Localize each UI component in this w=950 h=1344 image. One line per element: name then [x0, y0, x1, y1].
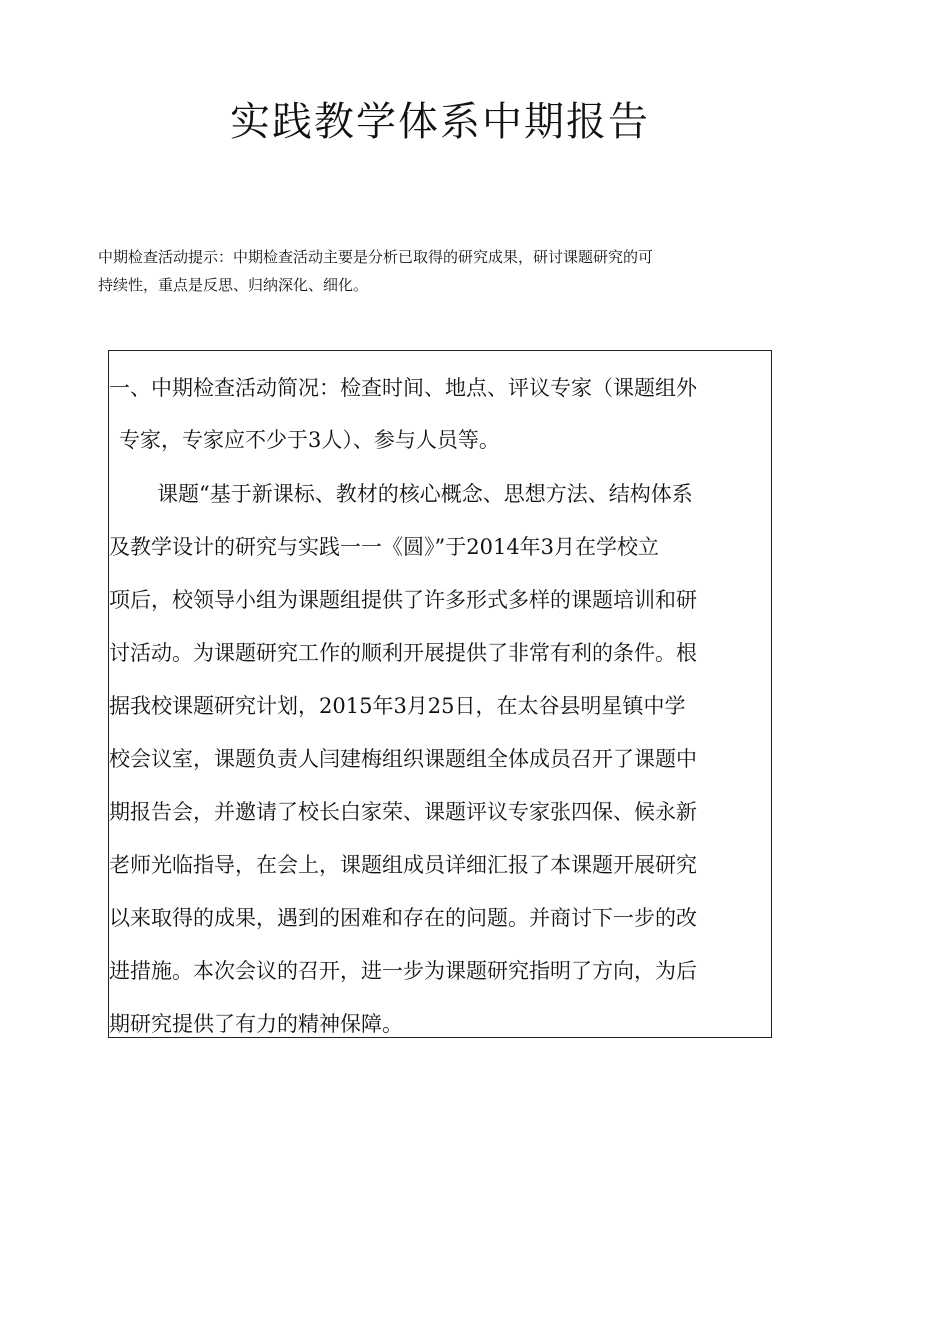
body-line: 进措施。本次会议的召开，进一步为课题研究指明了方向，为后 — [109, 959, 697, 983]
body-line: 项后，校领导小组为课题组提供了许多形式多样的课题培训和研 — [109, 588, 697, 612]
page-title: 实践教学体系中期报告 — [230, 99, 650, 145]
body-line: 老师光临指导，在会上，课题组成员详细汇报了本课题开展研究 — [109, 853, 697, 877]
body-line: 校会议室，课题负责人闫建梅组织课题组全体成员召开了课题中 — [109, 747, 697, 771]
section-heading-continued: 专家，专家应不少于3人）、参与人员等。 — [119, 428, 500, 452]
body-line: 期研究提供了有力的精神保障。 — [109, 1012, 403, 1036]
body-line: 据我校课题研究计划，2015年3月25日，在太谷县明星镇中学 — [109, 694, 686, 718]
body-line: 课题“基于新课标、教材的核心概念、思想方法、结构体系 — [157, 482, 693, 506]
body-line: 及教学设计的研究与实践一一《圆》”于2014年3月在学校立 — [109, 535, 660, 559]
summary-section-box — [108, 350, 772, 1038]
body-line: 期报告会，并邀请了校长白家荣、课题评议专家张四保、候永新 — [109, 800, 697, 824]
body-line: 讨活动。为课题研究工作的顺利开展提供了非常有利的条件。根 — [109, 641, 697, 665]
prompt-line: 持续性，重点是反思、归纳深化、细化。 — [98, 276, 369, 294]
activity-prompt — [98, 243, 778, 299]
section-heading: 一、中期检查活动简况：检查时间、地点、评议专家（课题组外 — [109, 376, 697, 400]
prompt-line: 中期检查活动提示：中期检查活动主要是分析已取得的研究成果，研讨课题研究的可 — [98, 248, 654, 266]
body-line: 以来取得的成果，遇到的困难和存在的问题。并商讨下一步的改 — [109, 906, 697, 930]
